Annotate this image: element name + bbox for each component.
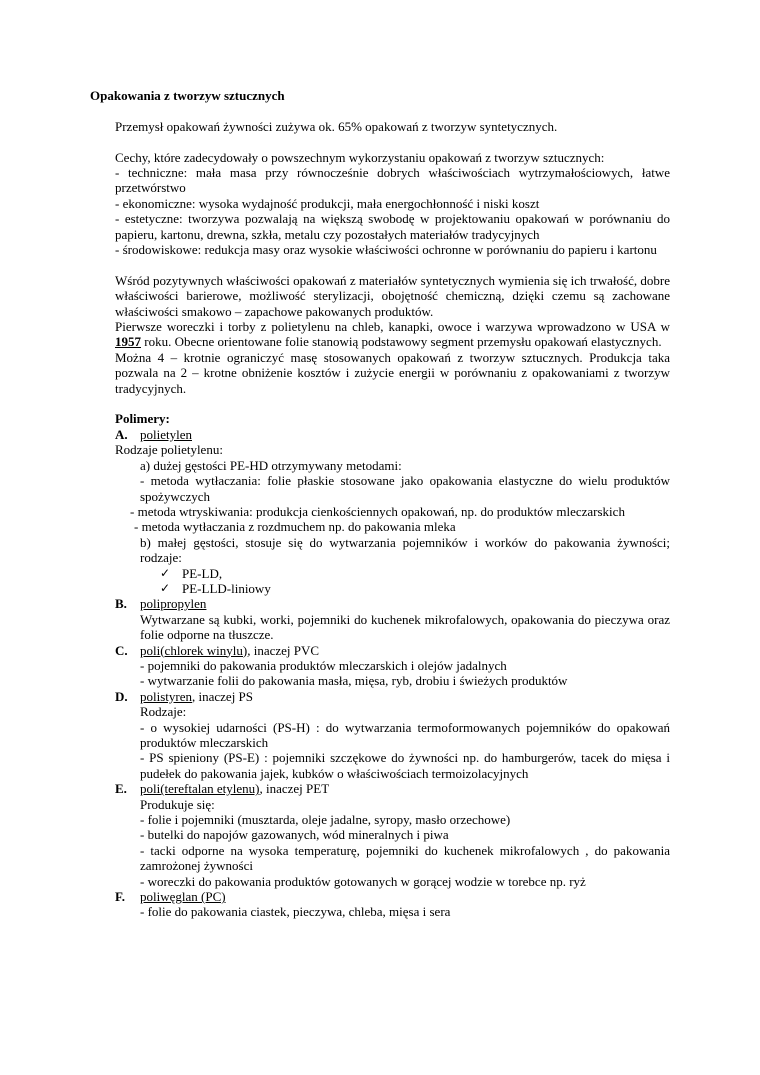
polymer-item-f <box>115 889 670 904</box>
text-segment: a) dużej gęstości PE-HD otrzymywany metodami: <box>140 457 402 473</box>
text-segment: Wśród pozytywnych właściwości opakowań z materiałów syntetycznych wymienia się ich trwałość, dobre właściwości barierowe, możliwość sterylizacji, obojętność chemiczną, dzięki czemu są zachowane właściwości smakowo – zapachowe pakowanych produktów. <box>115 272 670 319</box>
list-letter: D. <box>115 688 128 704</box>
paragraph <box>115 165 670 196</box>
list-letter: F. <box>115 889 125 905</box>
text-segment: , inaczej PS <box>192 688 254 704</box>
text-segment: - tacki odporne na wysoka temperaturę, pojemniki do kuchenek mikrofalowych , do pakowania zamrożonej żywności <box>140 842 670 874</box>
paragraph <box>140 812 670 827</box>
text-segment: , inaczej PVC <box>247 642 320 658</box>
text-segment: - metoda wytłaczania: folie płaskie stosowane jako opakowania elastyczne do wielu produktów spożywczych <box>140 473 670 504</box>
paragraph <box>140 750 670 781</box>
polymer-name <box>140 427 192 442</box>
paragraph <box>134 519 670 534</box>
polymer-item-c <box>115 643 670 658</box>
paragraph <box>115 196 670 211</box>
paragraph <box>115 442 670 457</box>
paragraph <box>140 797 670 812</box>
paragraph <box>140 874 670 889</box>
document-title: Opakowania z tworzyw sztucznych <box>90 88 285 103</box>
paragraph <box>115 119 670 134</box>
list-letter: C. <box>115 642 128 658</box>
blank-line <box>90 257 670 272</box>
text-segment: - woreczki do pakowania produktów gotowanych w gorącej wodzie w torebce np. ryż <box>140 873 586 889</box>
polymer-name <box>140 781 329 796</box>
text-segment: , inaczej PET <box>259 781 330 797</box>
paragraph <box>140 612 670 643</box>
paragraph <box>115 350 670 396</box>
paragraph <box>130 504 670 519</box>
paragraph <box>115 242 670 257</box>
text-segment: Rodzaje: <box>140 704 187 720</box>
list-letter: E. <box>115 781 127 797</box>
polymer-item-b <box>115 596 670 611</box>
paragraph <box>115 273 670 319</box>
polymer-item-e <box>115 781 670 796</box>
text-segment: roku. Obecne orientowane folie stanowią podstawowy segment przemysłu opakowań elastycznych. <box>141 334 662 350</box>
blank-line <box>90 134 670 149</box>
polymer-name <box>140 596 206 611</box>
paragraph <box>115 150 670 165</box>
text-segment: - estetyczne: tworzywa pozwalają na większą swobodę w projektowaniu opakowań w porównaniu do papieru, kartonu, drewna, szkła, metalu czy pozostałych materiałów tradycyjnych <box>115 211 670 242</box>
text-segment: Można 4 – krotnie ograniczyć masę stosowanych opakowań z tworzyw sztucznych. Produkcja taka pozwala na 2 – krotne obniżenie kosztów i zużycie energii w porównaniu z opakowaniami z tworzyw tradycyjnych. <box>115 349 670 396</box>
polymer-name <box>140 643 319 658</box>
list-letter: B. <box>115 596 127 612</box>
list-letter: A. <box>115 426 128 442</box>
text-segment: - wytwarzanie folii do pakowania masła, mięsa, ryb, drobiu i świeżych produktów <box>140 673 568 689</box>
text-segment: - folie i pojemniki (musztarda, oleje jadalne, syropy, masło orzechowe) <box>140 812 511 828</box>
document-body <box>90 103 670 919</box>
checkmark-icon: ✓ <box>160 565 171 580</box>
paragraph <box>140 827 670 842</box>
underlined-text: poliwęglan (PC) <box>140 889 226 905</box>
underlined-text: 1957 <box>115 334 141 350</box>
paragraph <box>140 458 670 473</box>
text-segment: Cechy, które zadecydowały o powszechnym wykorzystaniu opakowań z tworzyw sztucznych: <box>115 149 605 165</box>
polymer-name <box>140 889 226 904</box>
text-segment: - o wysokiej udarności (PS-H) : do wytwarzania termoformowanych pojemników do opakowań produktów mleczarskich <box>140 719 670 750</box>
paragraph <box>115 411 670 426</box>
polymer-item-d <box>115 689 670 704</box>
paragraph <box>140 720 670 751</box>
text-segment: b) małej gęstości, stosuje się do wytwarzania pojemników i worków do pakowania żywności; rodzaje: <box>140 534 670 566</box>
blank-line <box>90 396 670 411</box>
polymer-name <box>140 689 253 704</box>
paragraph <box>140 904 670 919</box>
text-segment: - folie do pakowania ciastek, pieczywa, chleba, mięsa i sera <box>140 904 451 920</box>
text-segment: - pojemniki do pakowania produktów mleczarskich i olejów jadalnych <box>140 657 507 673</box>
paragraph <box>140 535 670 566</box>
text-segment: Polimery: <box>115 411 170 427</box>
text-segment: Produkuje się: <box>140 796 215 812</box>
text-segment: Pierwsze woreczki i torby z polietylenu na chleb, kanapki, owoce i warzywa wprowadzono w USA w <box>115 319 670 335</box>
underlined-text: poli(tereftalan etylenu) <box>140 781 260 797</box>
paragraph <box>115 319 670 350</box>
text-segment: - metoda wtryskiwania: produkcja cienkościennych opakowań, np. do produktów mleczarskich <box>130 503 625 519</box>
underlined-text: polietylen <box>140 426 192 442</box>
underlined-text: polipropylen <box>140 596 207 612</box>
checkmark-icon: ✓ <box>160 580 171 595</box>
text-segment: - środowiskowe: redukcja masy oraz wysokie właściwości ochronne w porównaniu do papieru i kartonu <box>115 242 657 258</box>
underlined-text: polistyren <box>140 688 192 704</box>
paragraph <box>140 673 670 688</box>
check-list-item <box>160 566 670 581</box>
paragraph <box>140 473 670 504</box>
text-segment: Przemysł opakowań żywności zużywa ok. 65% opakowań z tworzyw syntetycznych. <box>115 118 558 134</box>
paragraph <box>140 704 670 719</box>
paragraph <box>140 658 670 673</box>
text-segment: - techniczne: mała masa przy równocześnie dobrych właściwościach wytrzymałościowych, łatwe przetwórstwo <box>115 165 670 196</box>
paragraph <box>115 211 670 242</box>
underlined-text: poli(chlorek winylu) <box>140 642 248 658</box>
text-segment: Rodzaje polietylenu: <box>115 442 223 458</box>
blank-line <box>90 103 670 118</box>
check-list-item <box>160 581 670 596</box>
text-segment: - ekonomiczne: wysoka wydajność produkcji, mała energochłonność i niski koszt <box>115 195 540 211</box>
text-segment: - metoda wytłaczania z rozdmuchem np. do pakowania mleka <box>134 519 456 535</box>
text-segment: - PS spieniony (PS-E) : pojemniki szczękowe do żywności np. do hamburgerów, tacek do mięsa i pudełek do pakowania jajek, kubków o właściwościach termoizolacyjnych <box>140 750 670 781</box>
check-item-text: PE-LD, <box>182 565 223 581</box>
text-segment: - butelki do napojów gazowanych, wód mineralnych i piwa <box>140 827 449 843</box>
check-item-text: PE-LLD-liniowy <box>182 580 271 596</box>
text-segment: Wytwarzane są kubki, worki, pojemniki do kuchenek mikrofalowych, opakowania do pieczywa oraz folie odporne na tłuszcze. <box>140 611 670 643</box>
polymer-item-a <box>115 427 670 442</box>
paragraph <box>140 843 670 874</box>
